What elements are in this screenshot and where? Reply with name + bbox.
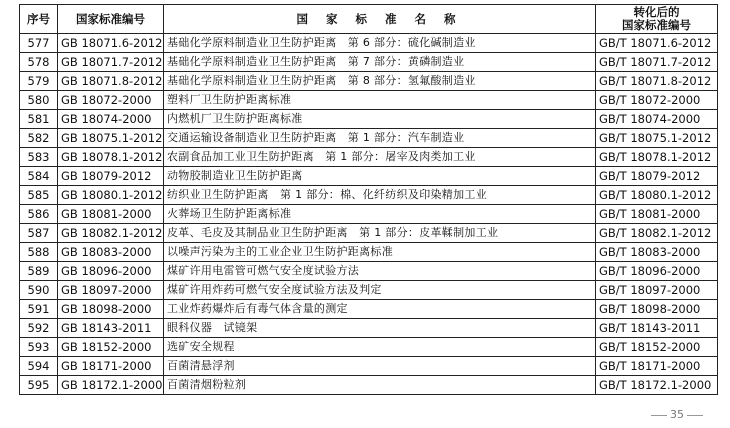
row-converted: GB/T 18075.1-2012 <box>596 129 718 148</box>
row-name: 纺织业卫生防护距离 第 1 部分：棉、化纤纺织及印染精加工业 <box>164 186 596 205</box>
table-body <box>20 34 718 395</box>
row-code: GB 18071.7-2012 <box>58 53 164 72</box>
row-code: GB 18098-2000 <box>58 300 164 319</box>
row-code: GB 18078.1-2012 <box>58 148 164 167</box>
row-code: GB 18071.8-2012 <box>58 72 164 91</box>
row-code: GB 18071.6-2012 <box>58 34 164 53</box>
row-code: GB 18097-2000 <box>58 281 164 300</box>
row-seq: 584 <box>20 167 58 186</box>
row-converted: GB/T 18096-2000 <box>596 262 718 281</box>
table-row <box>20 300 718 319</box>
row-name: 塑料厂卫生防护距离标准 <box>164 91 596 110</box>
table-row <box>20 91 718 110</box>
row-converted: GB/T 18074-2000 <box>596 110 718 129</box>
row-seq: 581 <box>20 110 58 129</box>
row-name: 百菌清烟粉粒剂 <box>164 376 596 395</box>
row-seq: 579 <box>20 72 58 91</box>
row-seq: 589 <box>20 262 58 281</box>
row-code: GB 18081-2000 <box>58 205 164 224</box>
row-converted: GB/T 18082.1-2012 <box>596 224 718 243</box>
row-name: 交通运输设备制造业卫生防护距离 第 1 部分：汽车制造业 <box>164 129 596 148</box>
row-seq: 588 <box>20 243 58 262</box>
row-code: GB 18079-2012 <box>58 167 164 186</box>
row-name: 煤矿许用炸药可燃气安全度试验方法及判定 <box>164 281 596 300</box>
row-converted: GB/T 18097-2000 <box>596 281 718 300</box>
row-name: 火葬场卫生防护距离标准 <box>164 205 596 224</box>
row-converted: GB/T 18071.6-2012 <box>596 34 718 53</box>
table-row <box>20 281 718 300</box>
table-row <box>20 72 718 91</box>
row-converted: GB/T 18098-2000 <box>596 300 718 319</box>
row-seq: 587 <box>20 224 58 243</box>
table-row <box>20 167 718 186</box>
row-converted: GB/T 18071.8-2012 <box>596 72 718 91</box>
row-seq: 594 <box>20 357 58 376</box>
table-row <box>20 376 718 395</box>
row-converted: GB/T 18143-2011 <box>596 319 718 338</box>
row-name: 基础化学原料制造业卫生防护距离 第 6 部分：硫化碱制造业 <box>164 34 596 53</box>
row-code: GB 18152-2000 <box>58 338 164 357</box>
row-seq: 585 <box>20 186 58 205</box>
row-code: GB 18080.1-2012 <box>58 186 164 205</box>
row-converted: GB/T 18071.7-2012 <box>596 53 718 72</box>
footer-dash-left <box>651 415 667 416</box>
row-code: GB 18074-2000 <box>58 110 164 129</box>
row-code: GB 18083-2000 <box>58 243 164 262</box>
row-code: GB 18082.1-2012 <box>58 224 164 243</box>
row-code: GB 18072-2000 <box>58 91 164 110</box>
table-row <box>20 129 718 148</box>
table-row <box>20 148 718 167</box>
table-row <box>20 53 718 72</box>
row-converted: GB/T 18072-2000 <box>596 91 718 110</box>
table-row <box>20 205 718 224</box>
header-seq: 序号 <box>20 5 58 34</box>
row-name: 动物胶制造业卫生防护距离 <box>164 167 596 186</box>
page-footer <box>648 408 706 421</box>
header-row <box>20 5 718 34</box>
row-code: GB 18075.1-2012 <box>58 129 164 148</box>
table-row <box>20 357 718 376</box>
table-header <box>20 5 718 34</box>
row-seq: 580 <box>20 91 58 110</box>
header-name: 国 家 标 准 名 称 <box>164 5 596 34</box>
row-seq: 583 <box>20 148 58 167</box>
row-name: 皮革、毛皮及其制品业卫生防护距离 第 1 部分：皮革鞣制加工业 <box>164 224 596 243</box>
table-row <box>20 319 718 338</box>
row-name: 内燃机厂卫生防护距离标准 <box>164 110 596 129</box>
row-seq: 592 <box>20 319 58 338</box>
row-code: GB 18096-2000 <box>58 262 164 281</box>
row-name: 基础化学原料制造业卫生防护距离 第 7 部分：黄磷制造业 <box>164 53 596 72</box>
row-name: 以噪声污染为主的工业企业卫生防护距离标准 <box>164 243 596 262</box>
row-converted: GB/T 18083-2000 <box>596 243 718 262</box>
row-name: 农副食品加工业卫生防护距离 第 1 部分：屠宰及肉类加工业 <box>164 148 596 167</box>
table-row <box>20 262 718 281</box>
row-code: GB 18143-2011 <box>58 319 164 338</box>
row-seq: 582 <box>20 129 58 148</box>
row-code: GB 18171-2000 <box>58 357 164 376</box>
row-seq: 577 <box>20 34 58 53</box>
row-name: 选矿安全规程 <box>164 338 596 357</box>
row-seq: 586 <box>20 205 58 224</box>
table-row <box>20 338 718 357</box>
standards-table <box>19 4 718 395</box>
row-seq: 595 <box>20 376 58 395</box>
row-seq: 593 <box>20 338 58 357</box>
row-seq: 578 <box>20 53 58 72</box>
header-code: 国家标准编号 <box>58 5 164 34</box>
row-converted: GB/T 18079-2012 <box>596 167 718 186</box>
row-name: 百菌清悬浮剂 <box>164 357 596 376</box>
table-row <box>20 243 718 262</box>
table-row <box>20 110 718 129</box>
row-converted: GB/T 18171-2000 <box>596 357 718 376</box>
header-converted <box>596 5 718 34</box>
header-converted-line2: 国家标准编号 <box>622 18 691 32</box>
row-converted: GB/T 18172.1-2000 <box>596 376 718 395</box>
row-name: 煤矿许用电雷管可燃气安全度试验方法 <box>164 262 596 281</box>
row-name: 基础化学原料制造业卫生防护距离 第 8 部分：氢氟酸制造业 <box>164 72 596 91</box>
row-converted: GB/T 18080.1-2012 <box>596 186 718 205</box>
row-seq: 590 <box>20 281 58 300</box>
row-seq: 591 <box>20 300 58 319</box>
table-row <box>20 186 718 205</box>
row-converted: GB/T 18152-2000 <box>596 338 718 357</box>
page-number: 35 <box>670 408 684 421</box>
table-row <box>20 224 718 243</box>
table-row <box>20 34 718 53</box>
footer-dash-right <box>687 415 703 416</box>
row-converted: GB/T 18081-2000 <box>596 205 718 224</box>
row-name: 工业炸药爆炸后有毒气体含量的测定 <box>164 300 596 319</box>
row-code: GB 18172.1-2000 <box>58 376 164 395</box>
row-converted: GB/T 18078.1-2012 <box>596 148 718 167</box>
header-converted-line1: 转化后的 <box>633 5 680 19</box>
row-name: 眼科仪器 试镜架 <box>164 319 596 338</box>
